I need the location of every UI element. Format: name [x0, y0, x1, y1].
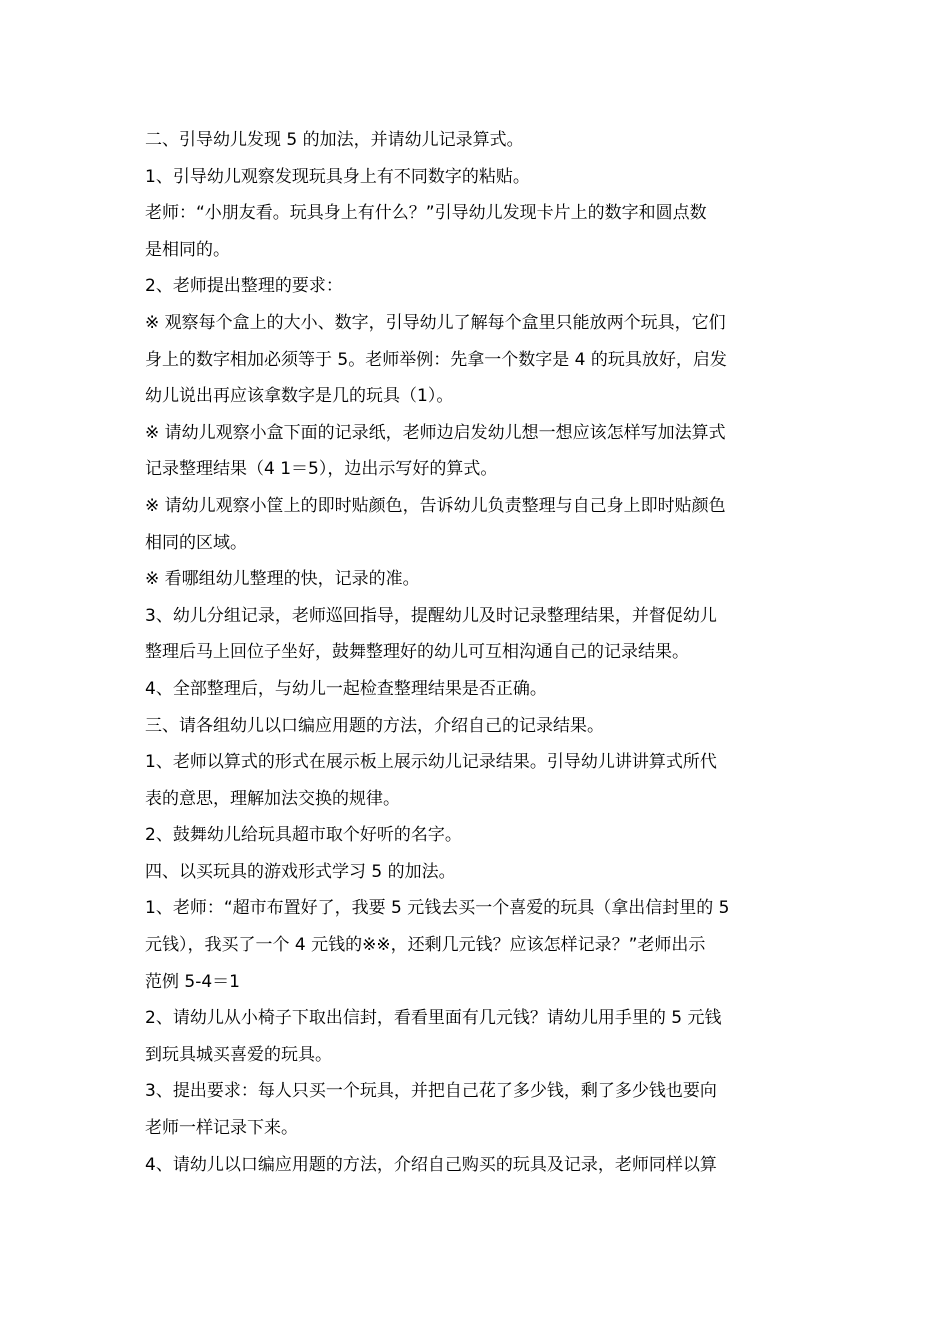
text-line: 老师一样记录下来。: [145, 1118, 298, 1139]
text-line: ※ 看哪组幼儿整理的快，记录的准。: [145, 569, 420, 590]
text-line: 身上的数字相加必须等于 5。老师举例：先拿一个数字是 4 的玩具放好，启发: [145, 349, 727, 370]
text-line: 相同的区域。: [145, 532, 247, 553]
text-line: 到玩具城买喜爱的玩具。: [145, 1044, 332, 1065]
text-line: ※ 观察每个盒上的大小、数字，引导幼儿了解每个盒里只能放两个玩具，它们: [145, 312, 726, 333]
text-line: ※ 请幼儿观察小盒下面的记录纸，老师边启发幼儿想一想应该怎样写加法算式: [145, 422, 726, 443]
text-line: 3、提出要求：每人只买一个玩具，并把自己花了多少钱，剩了多少钱也要向: [145, 1081, 717, 1102]
text-line: 整理后马上回位子坐好，鼓舞整理好的幼儿可互相沟通自己的记录结果。: [145, 642, 689, 663]
text-line: 三、请各组幼儿以口编应用题的方法，介绍自己的记录结果。: [145, 715, 604, 736]
text-line: 幼儿说出再应该拿数字是几的玩具（1）。: [145, 386, 454, 407]
text-line: 是相同的。: [145, 239, 230, 260]
text-line: 表的意思，理解加法交换的规律。: [145, 788, 400, 809]
text-line: 4、请幼儿以口编应用题的方法，介绍自己购买的玩具及记录，老师同样以算: [145, 1154, 717, 1175]
text-line: 老师：“小朋友看。玩具身上有什么？”引导幼儿发现卡片上的数字和圆点数: [145, 203, 707, 224]
text-line: 1、老师：“超市布置好了，我要 5 元钱去买一个喜爱的玩具（拿出信封里的 5: [145, 898, 730, 919]
text-line: 2、老师提出整理的要求：: [145, 276, 343, 297]
text-line: 元钱），我买了一个 4 元钱的※※，还剩几元钱？应该怎样记录？”老师出示: [145, 935, 706, 956]
text-line: 2、请幼儿从小椅子下取出信封，看看里面有几元钱？请幼儿用手里的 5 元钱: [145, 1008, 722, 1029]
text-line: 4、全部整理后，与幼儿一起检查整理结果是否正确。: [145, 678, 547, 699]
text-line: 1、引导幼儿观察发现玩具身上有不同数字的粘贴。: [145, 166, 530, 187]
text-line: 四、以买玩具的游戏形式学习 5 的加法。: [145, 861, 456, 882]
text-line: ※ 请幼儿观察小筐上的即时贴颜色，告诉幼儿负责整理与自己身上即时贴颜色: [145, 495, 726, 516]
text-line: 2、鼓舞幼儿给玩具超市取个好听的名字。: [145, 825, 462, 846]
text-line: 二、引导幼儿发现 5 的加法，并请幼儿记录算式。: [145, 130, 524, 150]
text-line: 记录整理结果（4 1＝5），边出示写好的算式。: [145, 459, 498, 480]
document-body: [145, 122, 810, 1183]
text-line: 3、幼儿分组记录，老师巡回指导，提醒幼儿及时记录整理结果，并督促幼儿: [145, 605, 717, 626]
text-line: 1、老师以算式的形式在展示板上展示幼儿记录结果。引导幼儿讲讲算式所代: [145, 752, 717, 773]
text-line: 范例 5-4＝1: [145, 971, 240, 992]
